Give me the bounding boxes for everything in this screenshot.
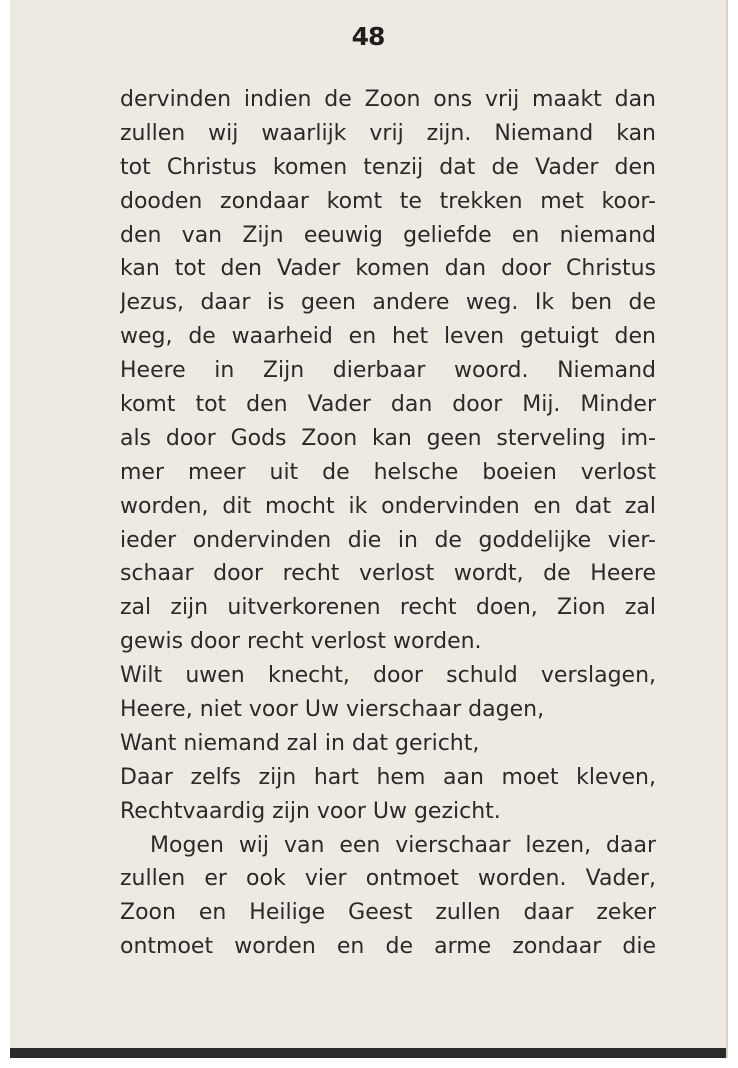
page-number: 48: [351, 22, 385, 51]
text-line: komt tot den Vader dan door Mij. Minder: [120, 392, 656, 418]
text-line: Rechtvaardig zijn voor Uw gezicht.: [120, 798, 501, 824]
book-page: [10, 0, 728, 1058]
text-line: Zoon en Heilige Geest zullen daar zeker: [120, 900, 656, 926]
text-line: kan tot den Vader komen dan door Christus: [120, 256, 656, 282]
text-line: den van Zijn eeuwig geliefde en niemand: [120, 222, 656, 248]
text-line: worden, dit mocht ik ondervinden en dat zal: [120, 493, 656, 519]
body-text: [120, 83, 656, 964]
text-line: Wilt uwen knecht, door schuld verslagen,: [120, 663, 656, 689]
text-line: tot Christus komen tenzij dat de Vader den: [120, 154, 656, 180]
text-line: ontmoet worden en de arme zondaar die: [120, 934, 656, 960]
text-line: weg, de waarheid en het leven getuigt den: [120, 324, 656, 350]
text-line: Mogen wij van een vierschaar lezen, daar: [150, 832, 656, 858]
text-line: schaar door recht verlost wordt, de Heere: [120, 561, 656, 587]
text-line: mer meer uit de helsche boeien verlost: [120, 459, 656, 485]
text-line: als door Gods Zoon kan geen sterveling im-: [120, 425, 656, 451]
text-line: zullen wij waarlijk vrij zijn. Niemand kan: [120, 120, 656, 146]
text-line: dooden zondaar komt te trekken met koor-: [120, 188, 656, 214]
text-line: zal zijn uitverkorenen recht doen, Zion zal: [120, 595, 656, 621]
text-line: Daar zelfs zijn hart hem aan moet kleven,: [120, 764, 656, 790]
page-bottom-edge: [10, 1048, 726, 1058]
text-line: gewis door recht verlost worden.: [120, 629, 482, 655]
text-line: Heere in Zijn dierbaar woord. Niemand: [120, 358, 656, 384]
text-line: dervinden indien de Zoon ons vrij maakt dan: [120, 87, 656, 112]
text-line: ieder ondervinden die in de goddelijke vier-: [120, 527, 656, 553]
text-line: Want niemand zal in dat gericht,: [120, 730, 480, 756]
text-line: zullen er ook vier ontmoet worden. Vader,: [120, 866, 656, 892]
text-line: Heere, niet voor Uw vierschaar dagen,: [120, 697, 545, 723]
text-line: Jezus, daar is geen andere weg. Ik ben de: [120, 290, 656, 316]
